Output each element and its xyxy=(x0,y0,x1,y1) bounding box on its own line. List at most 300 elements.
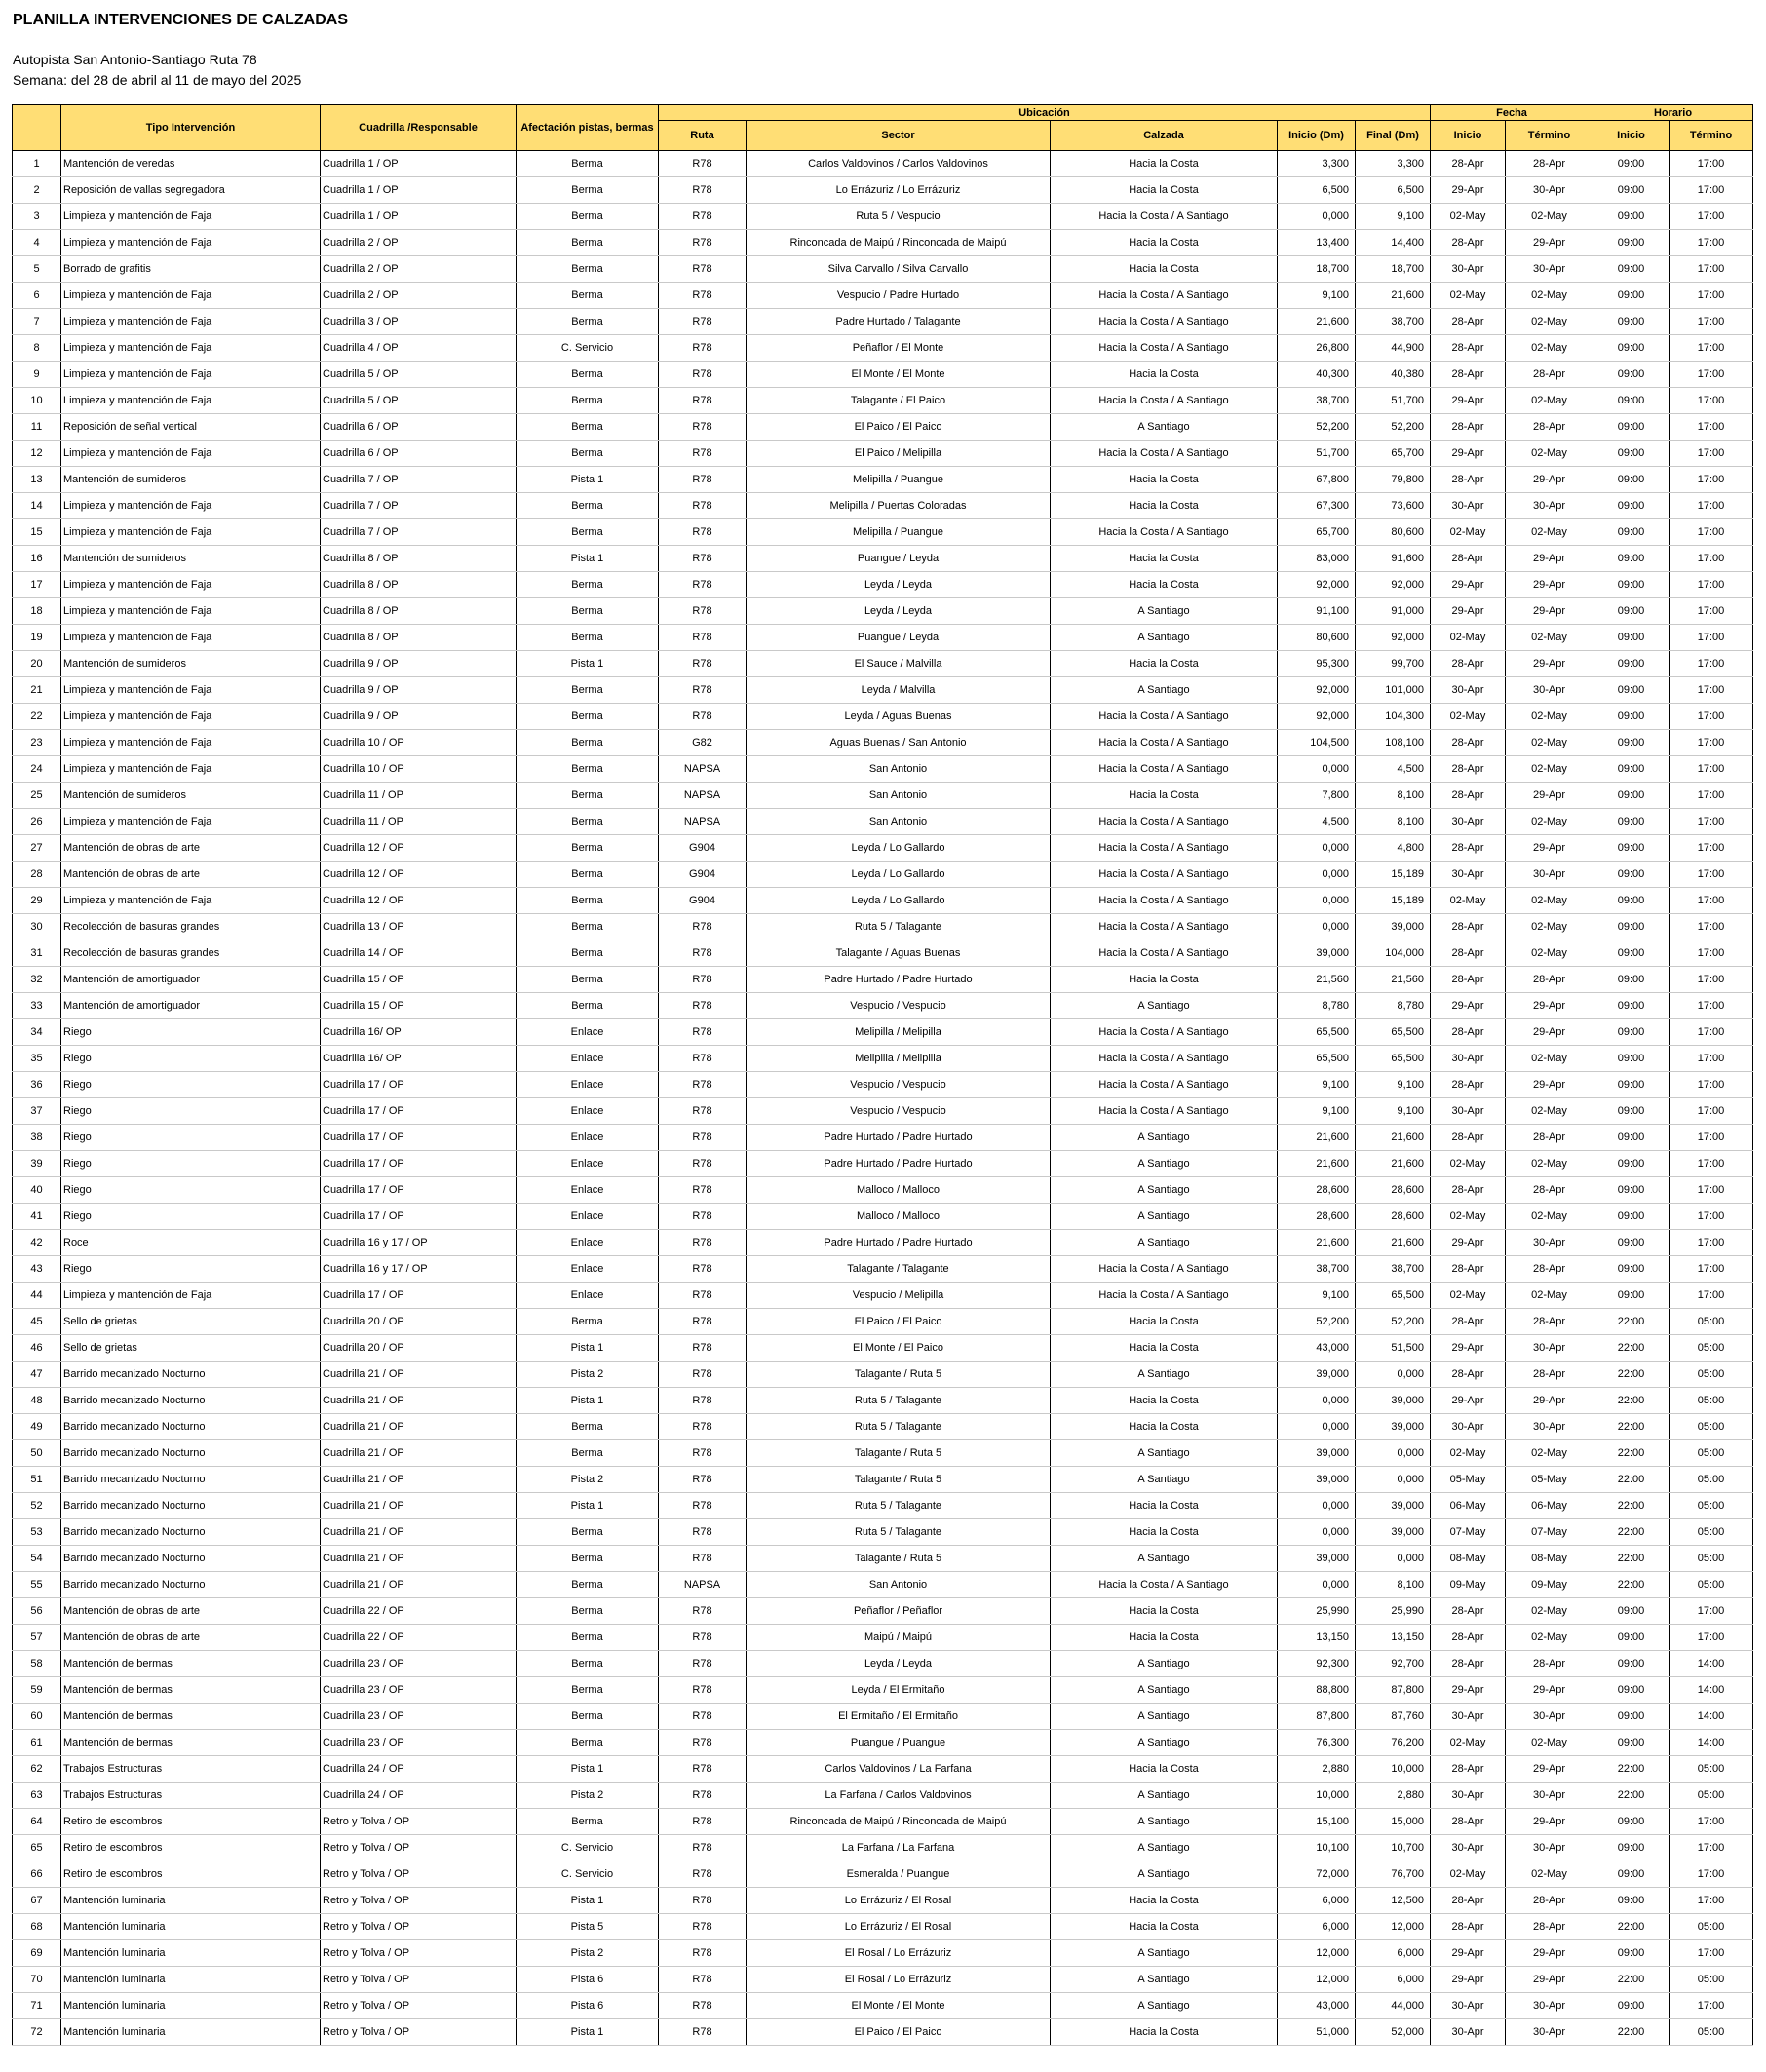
calzada-cell: A Santiago xyxy=(1051,1967,1278,1993)
sector-cell: Ruta 5 / Talagante xyxy=(747,1414,1051,1440)
afectacion-cell: Berma xyxy=(517,1519,659,1546)
sector-cell: Leyda / Lo Gallardo xyxy=(747,888,1051,914)
afectacion-cell: Enlace xyxy=(517,1098,659,1125)
afectacion-cell: Berma xyxy=(517,756,659,783)
fecha-termino-cell: 28-Apr xyxy=(1506,1914,1593,1940)
fecha-termino-cell: 02-May xyxy=(1506,1204,1593,1230)
hora-inicio-cell: 09:00 xyxy=(1593,993,1670,1019)
cuadrilla-cell: Cuadrilla 8 / OP xyxy=(321,572,517,598)
cuadrilla-cell: Cuadrilla 21 / OP xyxy=(321,1546,517,1572)
tipo-cell: Riego xyxy=(61,1125,321,1151)
hora-termino-cell: 17:00 xyxy=(1670,572,1753,598)
fecha-inicio-cell: 02-May xyxy=(1431,888,1506,914)
row-number: 68 xyxy=(13,1914,61,1940)
ruta-cell: R78 xyxy=(659,1177,747,1204)
final-dm-cell: 40,380 xyxy=(1356,362,1431,388)
table-row xyxy=(13,756,1753,783)
hora-inicio-cell: 09:00 xyxy=(1593,940,1670,967)
afectacion-cell: Berma xyxy=(517,809,659,835)
hora-inicio-cell: 22:00 xyxy=(1593,1519,1670,1546)
tipo-cell: Mantención de bermas xyxy=(61,1677,321,1704)
afectacion-cell: Berma xyxy=(517,967,659,993)
table-row xyxy=(13,1177,1753,1204)
inicio-dm-cell: 0,000 xyxy=(1278,1519,1356,1546)
hora-inicio-cell: 09:00 xyxy=(1593,1046,1670,1072)
hora-inicio-cell: 09:00 xyxy=(1593,572,1670,598)
hora-inicio-cell: 09:00 xyxy=(1593,1809,1670,1835)
tipo-cell: Mantención de bermas xyxy=(61,1730,321,1756)
inicio-dm-cell: 10,000 xyxy=(1278,1783,1356,1809)
ruta-cell: R78 xyxy=(659,1230,747,1256)
ruta-cell: R78 xyxy=(659,967,747,993)
ruta-cell: R78 xyxy=(659,1625,747,1651)
hora-inicio-cell: 22:00 xyxy=(1593,1914,1670,1940)
inicio-dm-cell: 0,000 xyxy=(1278,1572,1356,1598)
tipo-cell: Limpieza y mantención de Faja xyxy=(61,519,321,546)
hora-termino-cell: 17:00 xyxy=(1670,1940,1753,1967)
fecha-termino-cell: 02-May xyxy=(1506,441,1593,467)
table-row xyxy=(13,256,1753,283)
hora-termino-cell: 17:00 xyxy=(1670,625,1753,651)
fecha-termino-cell: 02-May xyxy=(1506,204,1593,230)
calzada-cell: A Santiago xyxy=(1051,1467,1278,1493)
tipo-cell: Limpieza y mantención de Faja xyxy=(61,625,321,651)
sector-cell: El Rosal / Lo Errázuriz xyxy=(747,1967,1051,1993)
table-row xyxy=(13,1256,1753,1283)
tipo-cell: Mantención de sumideros xyxy=(61,651,321,677)
ruta-cell: R78 xyxy=(659,1704,747,1730)
hora-inicio-cell: 09:00 xyxy=(1593,1625,1670,1651)
sector-cell: Padre Hurtado / Talagante xyxy=(747,309,1051,335)
table-row xyxy=(13,1019,1753,1046)
hora-inicio-cell: 09:00 xyxy=(1593,914,1670,940)
afectacion-cell: Pista 1 xyxy=(517,2019,659,2046)
final-dm-cell: 12,500 xyxy=(1356,1888,1431,1914)
fecha-inicio-cell: 29-Apr xyxy=(1431,1335,1506,1362)
ruta-cell: R78 xyxy=(659,940,747,967)
table-row xyxy=(13,1783,1753,1809)
hora-inicio-cell: 09:00 xyxy=(1593,519,1670,546)
afectacion-cell: Berma xyxy=(517,862,659,888)
sector-cell: San Antonio xyxy=(747,756,1051,783)
fecha-termino-cell: 02-May xyxy=(1506,940,1593,967)
fecha-inicio-cell: 28-Apr xyxy=(1431,1625,1506,1651)
cuadrilla-cell: Cuadrilla 23 / OP xyxy=(321,1704,517,1730)
final-dm-cell: 2,880 xyxy=(1356,1783,1431,1809)
calzada-cell: Hacia la Costa / A Santiago xyxy=(1051,1572,1278,1598)
row-number: 71 xyxy=(13,1993,61,2019)
fecha-termino-cell: 30-Apr xyxy=(1506,1835,1593,1861)
tipo-cell: Limpieza y mantención de Faja xyxy=(61,283,321,309)
sector-cell: Ruta 5 / Talagante xyxy=(747,1493,1051,1519)
fecha-termino-cell: 02-May xyxy=(1506,335,1593,362)
afectacion-cell: Pista 1 xyxy=(517,1388,659,1414)
final-dm-cell: 44,000 xyxy=(1356,1993,1431,2019)
fecha-inicio-cell: 29-Apr xyxy=(1431,1677,1506,1704)
fecha-termino-cell: 28-Apr xyxy=(1506,1256,1593,1283)
table-row xyxy=(13,1151,1753,1177)
final-dm-cell: 39,000 xyxy=(1356,914,1431,940)
fecha-inicio-cell: 02-May xyxy=(1431,1440,1506,1467)
sector-cell: Leyda / El Ermitaño xyxy=(747,1677,1051,1704)
afectacion-cell: Pista 1 xyxy=(517,1335,659,1362)
fecha-termino-cell: 29-Apr xyxy=(1506,1967,1593,1993)
sector-cell: Maipú / Maipú xyxy=(747,1625,1051,1651)
calzada-cell: Hacia la Costa xyxy=(1051,1493,1278,1519)
fecha-inicio-cell: 28-Apr xyxy=(1431,651,1506,677)
fecha-inicio-cell: 29-Apr xyxy=(1431,177,1506,204)
sector-cell: Malloco / Malloco xyxy=(747,1204,1051,1230)
afectacion-cell: Berma xyxy=(517,256,659,283)
afectacion-cell: Berma xyxy=(517,388,659,414)
calzada-cell: Hacia la Costa / A Santiago xyxy=(1051,1019,1278,1046)
row-number: 54 xyxy=(13,1546,61,1572)
final-dm-cell: 52,200 xyxy=(1356,414,1431,441)
row-number: 45 xyxy=(13,1309,61,1335)
final-dm-cell: 21,600 xyxy=(1356,1125,1431,1151)
fecha-inicio-cell: 29-Apr xyxy=(1431,1940,1506,1967)
table-row xyxy=(13,704,1753,730)
sector-cell: Esmeralda / Puangue xyxy=(747,1861,1051,1888)
tipo-cell: Recolección de basuras grandes xyxy=(61,940,321,967)
cuadrilla-cell: Cuadrilla 15 / OP xyxy=(321,993,517,1019)
final-dm-cell: 44,900 xyxy=(1356,335,1431,362)
final-dm-cell: 4,800 xyxy=(1356,835,1431,862)
fecha-termino-cell: 30-Apr xyxy=(1506,1783,1593,1809)
cuadrilla-cell: Cuadrilla 17 / OP xyxy=(321,1072,517,1098)
table-row xyxy=(13,335,1753,362)
fecha-inicio-cell: 28-Apr xyxy=(1431,940,1506,967)
row-number: 56 xyxy=(13,1598,61,1625)
hora-inicio-cell: 22:00 xyxy=(1593,1967,1670,1993)
inicio-dm-cell: 40,300 xyxy=(1278,362,1356,388)
afectacion-cell: Pista 6 xyxy=(517,1967,659,1993)
afectacion-cell: C. Servicio xyxy=(517,1835,659,1861)
hora-inicio-cell: 22:00 xyxy=(1593,1414,1670,1440)
fecha-termino-cell: 28-Apr xyxy=(1506,1651,1593,1677)
table-row xyxy=(13,309,1753,335)
hora-inicio-cell: 22:00 xyxy=(1593,2019,1670,2046)
row-number: 36 xyxy=(13,1072,61,1098)
hora-inicio-cell: 09:00 xyxy=(1593,1940,1670,1967)
cuadrilla-cell: Cuadrilla 17 / OP xyxy=(321,1283,517,1309)
row-number: 24 xyxy=(13,756,61,783)
row-number: 55 xyxy=(13,1572,61,1598)
fecha-termino-cell: 02-May xyxy=(1506,1283,1593,1309)
final-dm-cell: 65,700 xyxy=(1356,441,1431,467)
final-dm-cell: 65,500 xyxy=(1356,1283,1431,1309)
afectacion-cell: C. Servicio xyxy=(517,335,659,362)
cuadrilla-cell: Cuadrilla 21 / OP xyxy=(321,1493,517,1519)
afectacion-cell: C. Servicio xyxy=(517,1861,659,1888)
cuadrilla-cell: Cuadrilla 22 / OP xyxy=(321,1625,517,1651)
fecha-inicio-cell: 28-Apr xyxy=(1431,1888,1506,1914)
inicio-dm-cell: 4,500 xyxy=(1278,809,1356,835)
fecha-termino-cell: 30-Apr xyxy=(1506,177,1593,204)
inicio-dm-cell: 52,200 xyxy=(1278,1309,1356,1335)
afectacion-cell: Enlace xyxy=(517,1177,659,1204)
final-dm-cell: 104,300 xyxy=(1356,704,1431,730)
afectacion-cell: Berma xyxy=(517,519,659,546)
hora-termino-cell: 17:00 xyxy=(1670,1230,1753,1256)
cuadrilla-cell: Cuadrilla 3 / OP xyxy=(321,309,517,335)
ruta-cell: R78 xyxy=(659,1388,747,1414)
fecha-termino-cell: 30-Apr xyxy=(1506,1704,1593,1730)
tipo-cell: Sello de grietas xyxy=(61,1335,321,1362)
hora-termino-cell: 17:00 xyxy=(1670,1204,1753,1230)
hora-termino-cell: 17:00 xyxy=(1670,1861,1753,1888)
fecha-termino-cell: 29-Apr xyxy=(1506,546,1593,572)
fecha-inicio-cell: 28-Apr xyxy=(1431,1756,1506,1783)
afectacion-cell: Berma xyxy=(517,1625,659,1651)
final-dm-cell: 21,560 xyxy=(1356,967,1431,993)
row-number: 49 xyxy=(13,1414,61,1440)
afectacion-cell: Berma xyxy=(517,1440,659,1467)
hora-termino-cell: 17:00 xyxy=(1670,1835,1753,1861)
fecha-inicio-cell: 30-Apr xyxy=(1431,493,1506,519)
inicio-dm-cell: 12,000 xyxy=(1278,1967,1356,1993)
fecha-inicio-cell: 28-Apr xyxy=(1431,1256,1506,1283)
tipo-cell: Barrido mecanizado Nocturno xyxy=(61,1362,321,1388)
table-row xyxy=(13,1572,1753,1598)
hora-inicio-cell: 09:00 xyxy=(1593,335,1670,362)
ruta-cell: R78 xyxy=(659,309,747,335)
table-row xyxy=(13,625,1753,651)
row-number: 64 xyxy=(13,1809,61,1835)
hora-inicio-cell: 09:00 xyxy=(1593,704,1670,730)
afectacion-cell: Pista 2 xyxy=(517,1362,659,1388)
calzada-cell: Hacia la Costa / A Santiago xyxy=(1051,809,1278,835)
calzada-cell: Hacia la Costa xyxy=(1051,230,1278,256)
hora-termino-cell: 17:00 xyxy=(1670,862,1753,888)
afectacion-cell: Enlace xyxy=(517,1046,659,1072)
ruta-cell: R78 xyxy=(659,283,747,309)
week-range: Semana: del 28 de abril al 11 de mayo del 2025 xyxy=(13,72,302,88)
ruta-cell: R78 xyxy=(659,651,747,677)
afectacion-cell: Berma xyxy=(517,914,659,940)
table-row xyxy=(13,1098,1753,1125)
table-row xyxy=(13,2019,1753,2046)
fecha-inicio-cell: 02-May xyxy=(1431,1204,1506,1230)
calzada-cell: A Santiago xyxy=(1051,1651,1278,1677)
fecha-termino-cell: 30-Apr xyxy=(1506,1993,1593,2019)
fecha-inicio-cell: 28-Apr xyxy=(1431,151,1506,177)
hora-inicio-cell: 22:00 xyxy=(1593,1572,1670,1598)
calzada-cell: Hacia la Costa / A Santiago xyxy=(1051,309,1278,335)
ruta-cell: R78 xyxy=(659,1019,747,1046)
fecha-inicio-cell: 28-Apr xyxy=(1431,1177,1506,1204)
hora-termino-cell: 05:00 xyxy=(1670,1362,1753,1388)
table-row xyxy=(13,1625,1753,1651)
fecha-inicio-cell: 30-Apr xyxy=(1431,1414,1506,1440)
hora-inicio-cell: 09:00 xyxy=(1593,283,1670,309)
hora-termino-cell: 17:00 xyxy=(1670,835,1753,862)
cuadrilla-cell: Cuadrilla 21 / OP xyxy=(321,1362,517,1388)
calzada-cell: A Santiago xyxy=(1051,1861,1278,1888)
fecha-termino-cell: 29-Apr xyxy=(1506,467,1593,493)
fecha-inicio-cell: 30-Apr xyxy=(1431,256,1506,283)
table-row xyxy=(13,809,1753,835)
header-fecha-termino: Término xyxy=(1506,121,1593,151)
hora-inicio-cell: 09:00 xyxy=(1593,362,1670,388)
table-row xyxy=(13,1730,1753,1756)
ruta-cell: R78 xyxy=(659,1309,747,1335)
final-dm-cell: 92,700 xyxy=(1356,1651,1431,1677)
tipo-cell: Retiro de escombros xyxy=(61,1861,321,1888)
row-number: 69 xyxy=(13,1940,61,1967)
row-number: 37 xyxy=(13,1098,61,1125)
fecha-inicio-cell: 02-May xyxy=(1431,1283,1506,1309)
tipo-cell: Limpieza y mantención de Faja xyxy=(61,1283,321,1309)
inicio-dm-cell: 43,000 xyxy=(1278,1993,1356,2019)
cuadrilla-cell: Cuadrilla 12 / OP xyxy=(321,862,517,888)
row-number: 16 xyxy=(13,546,61,572)
sector-cell: Leyda / Leyda xyxy=(747,572,1051,598)
afectacion-cell: Berma xyxy=(517,783,659,809)
calzada-cell: Hacia la Costa xyxy=(1051,362,1278,388)
fecha-termino-cell: 29-Apr xyxy=(1506,572,1593,598)
table-row xyxy=(13,783,1753,809)
calzada-cell: Hacia la Costa / A Santiago xyxy=(1051,862,1278,888)
inicio-dm-cell: 0,000 xyxy=(1278,1388,1356,1414)
hora-inicio-cell: 09:00 xyxy=(1593,1861,1670,1888)
tipo-cell: Barrido mecanizado Nocturno xyxy=(61,1572,321,1598)
cuadrilla-cell: Retro y Tolva / OP xyxy=(321,1940,517,1967)
inicio-dm-cell: 25,990 xyxy=(1278,1598,1356,1625)
ruta-cell: R78 xyxy=(659,1914,747,1940)
fecha-termino-cell: 28-Apr xyxy=(1506,1888,1593,1914)
fecha-termino-cell: 02-May xyxy=(1506,1098,1593,1125)
final-dm-cell: 8,100 xyxy=(1356,809,1431,835)
row-number: 43 xyxy=(13,1256,61,1283)
inicio-dm-cell: 91,100 xyxy=(1278,598,1356,625)
inicio-dm-cell: 21,560 xyxy=(1278,967,1356,993)
cuadrilla-cell: Cuadrilla 2 / OP xyxy=(321,283,517,309)
final-dm-cell: 15,189 xyxy=(1356,888,1431,914)
tipo-cell: Limpieza y mantención de Faja xyxy=(61,441,321,467)
hora-termino-cell: 17:00 xyxy=(1670,1098,1753,1125)
calzada-cell: Hacia la Costa xyxy=(1051,1914,1278,1940)
cuadrilla-cell: Cuadrilla 17 / OP xyxy=(321,1098,517,1125)
tipo-cell: Mantención de obras de arte xyxy=(61,835,321,862)
hora-inicio-cell: 09:00 xyxy=(1593,467,1670,493)
final-dm-cell: 8,100 xyxy=(1356,1572,1431,1598)
afectacion-cell: Berma xyxy=(517,1414,659,1440)
header-group-ubicacion: Ubicación xyxy=(659,105,1431,121)
fecha-inicio-cell: 28-Apr xyxy=(1431,309,1506,335)
cuadrilla-cell: Cuadrilla 5 / OP xyxy=(321,388,517,414)
fecha-inicio-cell: 28-Apr xyxy=(1431,1914,1506,1940)
ruta-cell: R78 xyxy=(659,1519,747,1546)
hora-inicio-cell: 09:00 xyxy=(1593,888,1670,914)
table-row xyxy=(13,1283,1753,1309)
final-dm-cell: 52,000 xyxy=(1356,2019,1431,2046)
row-number: 33 xyxy=(13,993,61,1019)
table-row xyxy=(13,572,1753,598)
fecha-inicio-cell: 30-Apr xyxy=(1431,677,1506,704)
table-row xyxy=(13,1440,1753,1467)
cuadrilla-cell: Cuadrilla 1 / OP xyxy=(321,204,517,230)
row-number: 32 xyxy=(13,967,61,993)
hora-inicio-cell: 22:00 xyxy=(1593,1467,1670,1493)
inicio-dm-cell: 65,700 xyxy=(1278,519,1356,546)
ruta-cell: R78 xyxy=(659,177,747,204)
row-number: 34 xyxy=(13,1019,61,1046)
hora-inicio-cell: 09:00 xyxy=(1593,230,1670,256)
fecha-inicio-cell: 30-Apr xyxy=(1431,809,1506,835)
hora-inicio-cell: 22:00 xyxy=(1593,1546,1670,1572)
cuadrilla-cell: Cuadrilla 23 / OP xyxy=(321,1677,517,1704)
afectacion-cell: Berma xyxy=(517,1730,659,1756)
final-dm-cell: 15,000 xyxy=(1356,1809,1431,1835)
table-row xyxy=(13,1046,1753,1072)
fecha-inicio-cell: 02-May xyxy=(1431,1730,1506,1756)
sector-cell: Puangue / Puangue xyxy=(747,1730,1051,1756)
fecha-inicio-cell: 28-Apr xyxy=(1431,1362,1506,1388)
final-dm-cell: 52,200 xyxy=(1356,1309,1431,1335)
fecha-inicio-cell: 09-May xyxy=(1431,1572,1506,1598)
table-row xyxy=(13,1125,1753,1151)
sector-cell: El Paico / El Paico xyxy=(747,2019,1051,2046)
calzada-cell: A Santiago xyxy=(1051,677,1278,704)
hora-inicio-cell: 09:00 xyxy=(1593,783,1670,809)
sector-cell: El Monte / El Paico xyxy=(747,1335,1051,1362)
sector-cell: Lo Errázuriz / El Rosal xyxy=(747,1914,1051,1940)
calzada-cell: Hacia la Costa / A Santiago xyxy=(1051,283,1278,309)
table-row xyxy=(13,651,1753,677)
highway-name: Autopista San Antonio-Santiago Ruta 78 xyxy=(13,52,257,67)
afectacion-cell: Pista 2 xyxy=(517,1467,659,1493)
fecha-termino-cell: 02-May xyxy=(1506,1861,1593,1888)
ruta-cell: R78 xyxy=(659,467,747,493)
calzada-cell: Hacia la Costa / A Santiago xyxy=(1051,335,1278,362)
hora-inicio-cell: 09:00 xyxy=(1593,1677,1670,1704)
sector-cell: Ruta 5 / Talagante xyxy=(747,1519,1051,1546)
tipo-cell: Mantención de bermas xyxy=(61,1651,321,1677)
table-row xyxy=(13,151,1753,177)
calzada-cell: Hacia la Costa xyxy=(1051,1756,1278,1783)
hora-inicio-cell: 09:00 xyxy=(1593,177,1670,204)
final-dm-cell: 28,600 xyxy=(1356,1177,1431,1204)
afectacion-cell: Berma xyxy=(517,362,659,388)
calzada-cell: Hacia la Costa / A Santiago xyxy=(1051,914,1278,940)
cuadrilla-cell: Cuadrilla 1 / OP xyxy=(321,151,517,177)
fecha-inicio-cell: 28-Apr xyxy=(1431,414,1506,441)
sector-cell: Silva Carvallo / Silva Carvallo xyxy=(747,256,1051,283)
row-number: 66 xyxy=(13,1861,61,1888)
inicio-dm-cell: 39,000 xyxy=(1278,940,1356,967)
calzada-cell: Hacia la Costa / A Santiago xyxy=(1051,835,1278,862)
cuadrilla-cell: Cuadrilla 7 / OP xyxy=(321,519,517,546)
table-row xyxy=(13,1546,1753,1572)
fecha-termino-cell: 02-May xyxy=(1506,1046,1593,1072)
header-inicio-dm: Inicio (Dm) xyxy=(1278,121,1356,151)
hora-inicio-cell: 09:00 xyxy=(1593,309,1670,335)
fecha-inicio-cell: 28-Apr xyxy=(1431,546,1506,572)
fecha-termino-cell: 29-Apr xyxy=(1506,1756,1593,1783)
header-group-horario: Horario xyxy=(1593,105,1753,121)
afectacion-cell: Enlace xyxy=(517,1125,659,1151)
inicio-dm-cell: 3,300 xyxy=(1278,151,1356,177)
table-row xyxy=(13,493,1753,519)
hora-inicio-cell: 09:00 xyxy=(1593,1125,1670,1151)
fecha-termino-cell: 02-May xyxy=(1506,1151,1593,1177)
sector-cell: Leyda / Malvilla xyxy=(747,677,1051,704)
fecha-inicio-cell: 02-May xyxy=(1431,625,1506,651)
fecha-termino-cell: 02-May xyxy=(1506,309,1593,335)
row-number: 50 xyxy=(13,1440,61,1467)
sector-cell: Talagante / Ruta 5 xyxy=(747,1467,1051,1493)
